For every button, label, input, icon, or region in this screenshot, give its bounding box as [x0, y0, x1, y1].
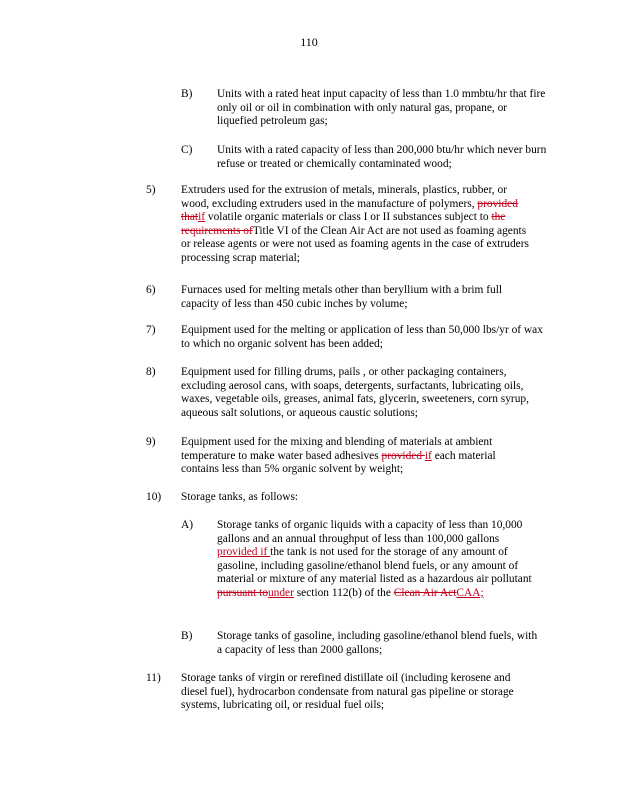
deleted-text: Clean Air Act [393, 586, 457, 599]
inserted-text: provided if [217, 546, 271, 559]
item-text: Units with a rated heat input capacity of less than 1.0 mmbtu/hr that fire only oil or oil in combination with only natural gas, propane, or liquefied petroleum gas; [217, 88, 546, 128]
item-text: Furnaces used for melting metals other than beryllium with a brim full capacity of less than 450 cubic inches by volume; [181, 284, 503, 310]
inserted-text: under [267, 586, 294, 599]
item-label: B) [181, 88, 193, 100]
text-segment: volatile organic materials or class I or II substances subject to [205, 211, 489, 224]
item-label: 5) [146, 184, 156, 196]
item-text [181, 184, 536, 266]
text-segment: Equipment used for the mixing and blending of materials at ambient temperature to make water based adhesives [181, 436, 493, 462]
text-segment: Storage tanks of organic liquids with a capacity of less than 10,000 gallons and an annual throughput of less than 100,000 gallons [217, 519, 523, 545]
item-label: 9) [146, 436, 156, 448]
item-text: Equipment used for filling drums, pails , or other packaging containers, excluding aerosol cans, with soaps, detergents, surfactants, lubricating oils, waxes, vegetable oils, greases, animal fats, glycerin, sweeteners, corn syrup, aqueous salt solutions, or aqueous caustic solutions; [181, 366, 529, 419]
item-label: B) [181, 630, 193, 642]
item-text: Equipment used for the melting or application of less than 50,000 lbs/yr of wax to which no organic solvent has been added; [181, 324, 543, 350]
inserted-text: CAA; [456, 586, 484, 599]
deleted-text: the requirements of [181, 211, 506, 237]
text-segment: section 112(b) of the [296, 586, 391, 599]
item-label: A) [181, 519, 194, 531]
inserted-text: if [424, 449, 432, 462]
item-text [181, 436, 521, 477]
text-segment: the tank is not used for the storage of any amount of gasoline, including gasoline/ethanol blend fuels, or any amount of material or mixture of any material listed as a hazardous air pollutant [217, 546, 532, 586]
item-label: 10) [146, 491, 162, 503]
inserted-text: if [198, 211, 206, 224]
item-label: 6) [146, 284, 156, 296]
text-segment: each material contains less than 5% organic solvent by weight; [181, 449, 496, 476]
item-text: Storage tanks, as follows: [181, 491, 299, 503]
deleted-text: provided that [181, 197, 518, 224]
deleted-text: provided [381, 449, 425, 462]
item-text: Storage tanks of virgin or rerefined distillate oil (including kerosene and diesel fuel), hydrocarbon condensate from natural gas pipeline or storage systems, lubricating oil, or residual fuel oils; [181, 672, 514, 712]
item-label: 7) [146, 324, 156, 336]
item-text: Storage tanks of gasoline, including gasoline/ethanol blend fuels, with a capacity of less than 2000 gallons; [217, 630, 538, 656]
item-text [217, 519, 542, 601]
item-text: Units with a rated capacity of less than 200,000 btu/hr which never burn refuse or treated or chemically contaminated wood; [217, 144, 547, 170]
item-label: C) [181, 144, 193, 156]
page-number: 110 [300, 35, 318, 49]
deleted-text: pursuant to [217, 586, 268, 599]
item-label: 8) [146, 366, 156, 378]
text-segment: Extruders used for the extrusion of metals, minerals, plastics, rubber, or wood, excluding extruders used in the manufacture of polymers, [181, 184, 507, 210]
text-segment: Title VI of the Clean Air Act are not used as foaming agents or release agents or were not used as foaming agents in the case of extruders processing scrap material; [181, 224, 529, 264]
item-label: 11) [146, 672, 161, 684]
